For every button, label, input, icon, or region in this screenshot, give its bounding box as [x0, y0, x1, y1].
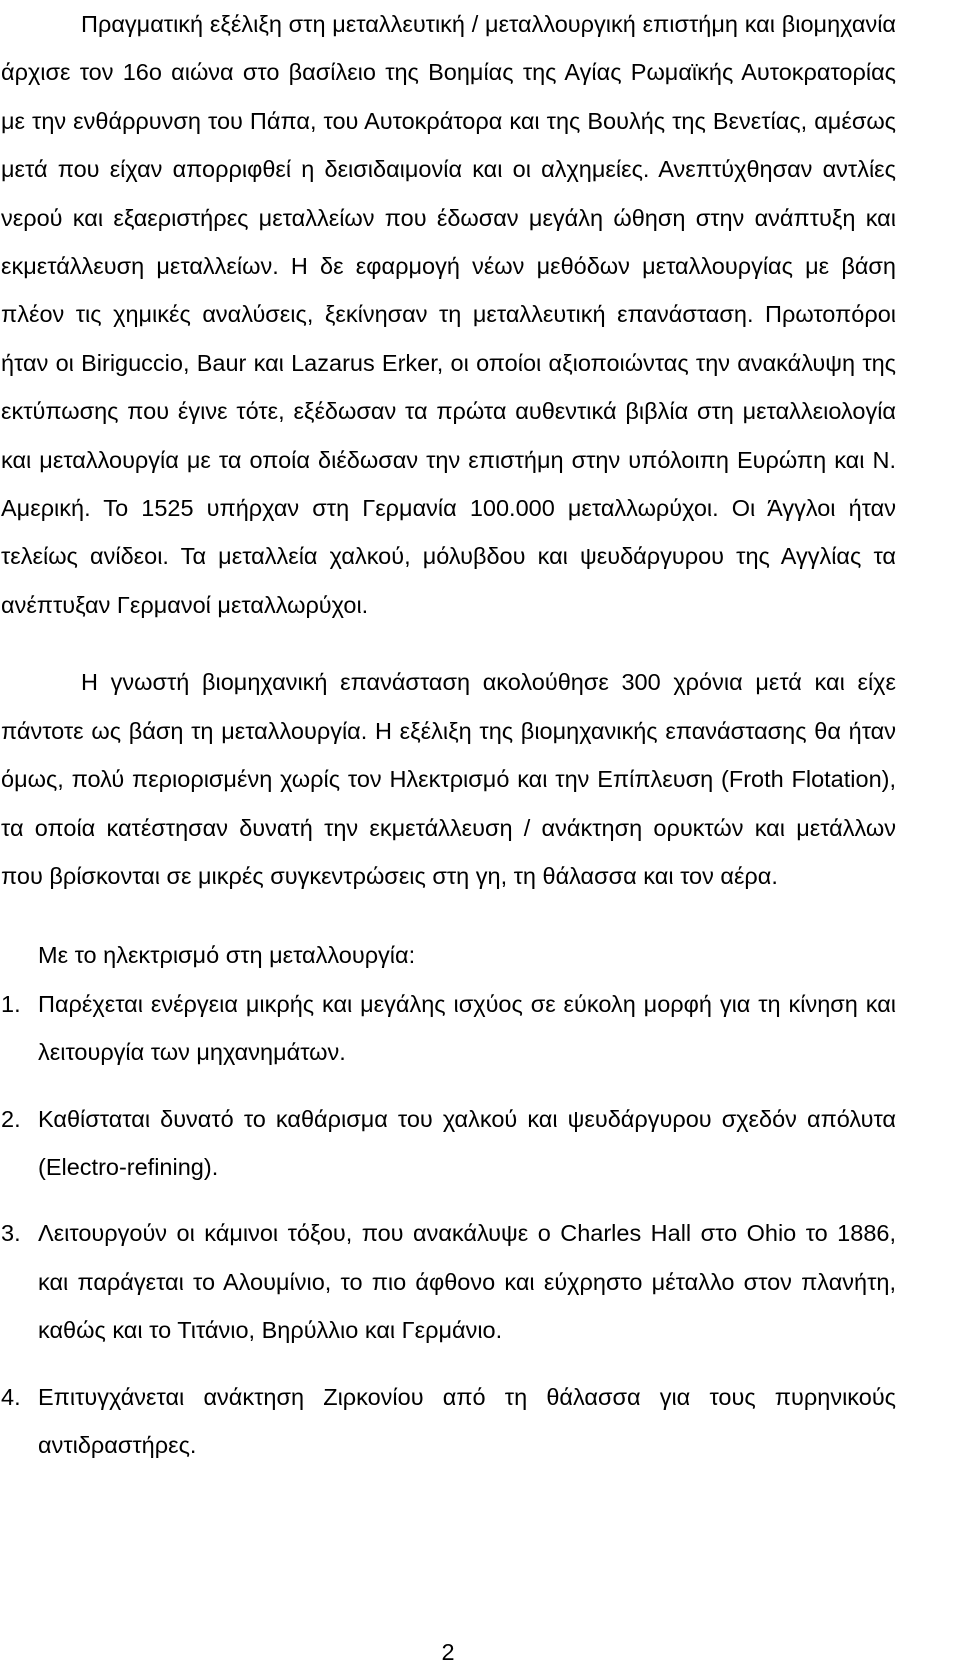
list-item — [1, 1373, 896, 1470]
list-item-text: Επιτυγχάνεται ανάκτηση Ζιρκονίου από τη θάλασσα για τους πυρηνικούς αντιδραστήρες. — [38, 1383, 896, 1458]
list-item-text: Καθίσταται δυνατό το καθάρισμα του χαλκού και ψευδάργυρου σχεδόν απόλυτα (Electro-refining). — [38, 1105, 896, 1180]
list-item — [1, 980, 896, 1077]
document-body — [1, 0, 896, 1469]
list-item-text: Παρέχεται ενέργεια μικρής και μεγάλης ισχύος σε εύκολη μορφή για τη κίνηση και λειτουργία των μηχανημάτων. — [38, 990, 896, 1066]
list-item-number: 4. — [1, 1383, 21, 1410]
electricity-benefits-list — [1, 980, 896, 1470]
list-item — [1, 1209, 896, 1354]
paragraph-industrial-revolution: Η γνωστή βιομηχανική επανάσταση ακολούθησε 300 χρόνια μετά και είχε πάντοτε ως βάση τη μεταλλουργία. Η εξέλιξη της βιομηχανικής επανάστασης θα ήταν όμως, πολύ περιορισμένη χωρίς τον Ηλεκτρισμό και την Επίπλευση (Froth Flotation), τα οποία κατέστησαν δυνατή την εκμετάλλευση / ανάκτηση ορυκτών και μετάλλων που βρίσκονται σε μικρές συγκεντρώσεις στη γη, τη θάλασσα και τον αέρα. — [1, 669, 896, 889]
list-item-number: 3. — [1, 1220, 21, 1247]
list-item-number: 1. — [1, 990, 21, 1017]
list-item-number: 2. — [1, 1105, 21, 1132]
list-item — [1, 1095, 896, 1192]
list-intro: Με το ηλεκτρισμό στη μεταλλουργία: — [38, 942, 416, 969]
paragraph-history: Πραγματική εξέλιξη στη μεταλλευτική / μεταλλουργική επιστήμη και βιομηχανία άρχισε τον 16ο αιώνα στο βασίλειο της Βοημίας της Αγίας Ρωμαϊκής Αυτοκρατορίας με την ενθάρρυνση του Πάπα, του Αυτοκράτορα και της Βουλής της Βενετίας, αμέσως μετά που είχαν απορριφθεί η δεισιδαιμονία και οι αλχημείες. Ανεπτύχθησαν αντλίες νερού και εξαεριστήρες μεταλλείων που έδωσαν μεγάλη ώθηση στην ανάπτυξη και εκμετάλλευση μεταλλείων. Η δε εφαρμογή νέων μεθόδων μεταλλουργίας με βάση πλέον τις χημικές αναλύσεις, ξεκίνησαν τη μεταλλευτική επανάσταση. Πρωτοπόροι ήταν οι Biriguccio, Baur και Lazarus Erker, οι οποίοι αξιοποιώντας την ανακάλυψη της εκτύπωσης που έγινε τότε, εξέδωσαν τα πρώτα αυθεντικά βιβλία στη μεταλλειολογία και μεταλλουργία με τα οποία διέδωσαν την επιστήμη στην υπόλοιπη Ευρώπη και Ν. Αμερική. Το 1525 υπήρχαν στη Γερμανία 100.000 μεταλλωρύχοι. Οι Άγγλοι ήταν τελείως ανίδεοι. Τα μεταλλεία χαλκού, μόλυβδου και ψευδάργυρου της Αγγλίας τα ανέπτυξαν Γερμανοί μεταλλωρύχοι. — [1, 11, 896, 618]
list-item-text: Λειτουργούν οι κάμινοι τόξου, που ανακάλυψε ο Charles Hall στο Ohio το 1886, και παράγεται το Αλουμίνιο, το πιο άφθονο και εύχρηστο μέταλλο στον πλανήτη, καθώς και το Τιτάνιο, Βηρύλλιο και Γερμάνιο. — [38, 1220, 896, 1344]
page-number: 2 — [441, 1639, 455, 1665]
